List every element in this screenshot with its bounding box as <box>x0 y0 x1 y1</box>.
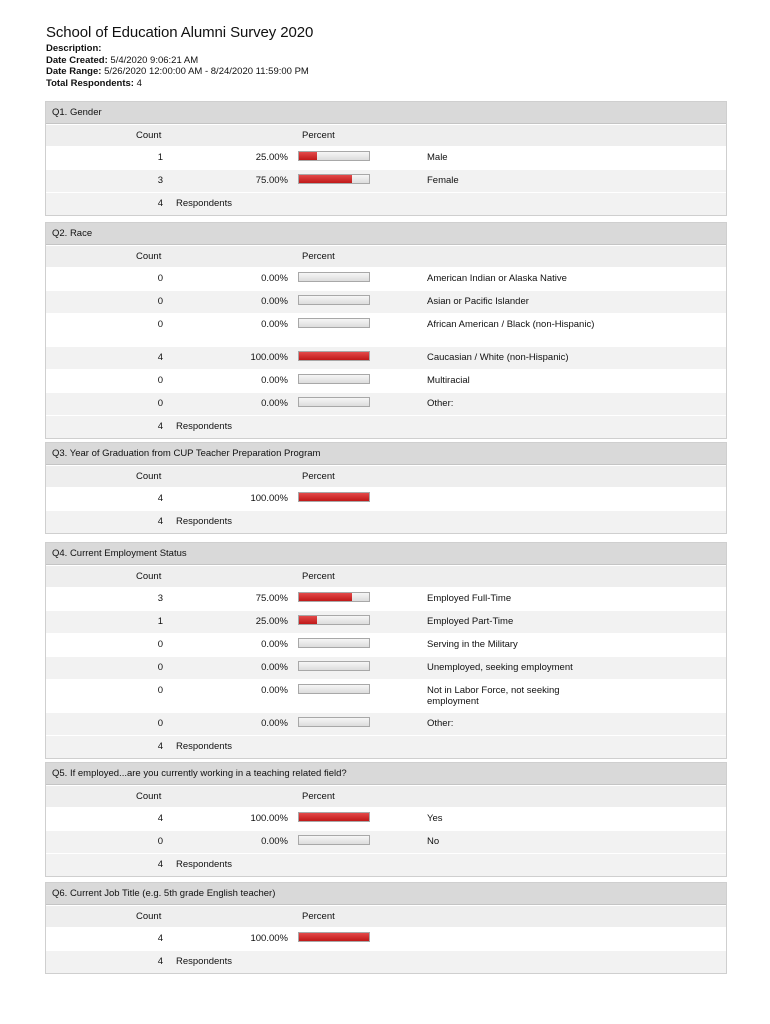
percent-bar <box>298 272 370 282</box>
percent-bar <box>298 684 370 694</box>
question-title: Q3. Year of Graduation from CUP Teacher Preparation Program <box>46 443 726 465</box>
percent-column-header: Percent <box>302 911 335 922</box>
answer-percent: 0.00% <box>261 296 288 307</box>
answer-row <box>46 830 726 853</box>
column-header-row <box>46 905 726 927</box>
answer-count: 4 <box>157 813 163 824</box>
answer-count: 0 <box>157 718 163 729</box>
respondents-label: Respondents <box>176 421 232 432</box>
answer-count: 0 <box>157 685 163 696</box>
total-respondents-label: Total Respondents: <box>46 77 134 89</box>
report-header <box>46 24 313 89</box>
total-respondents-value: 4 <box>136 77 142 89</box>
respondents-row <box>46 510 726 533</box>
answer-percent: 0.00% <box>261 639 288 650</box>
answer-percent: 25.00% <box>255 152 288 163</box>
question-title: Q6. Current Job Title (e.g. 5th grade English teacher) <box>46 883 726 905</box>
percent-bar <box>298 717 370 727</box>
answer-row <box>46 712 726 735</box>
answer-percent: 0.00% <box>261 319 288 330</box>
answer-count: 0 <box>157 639 163 650</box>
count-column-header: Count <box>136 251 162 262</box>
report-title: School of Education Alumni Survey 2020 <box>46 24 314 41</box>
percent-column-header: Percent <box>302 571 335 582</box>
respondents-row <box>46 950 726 973</box>
answer-row <box>46 313 726 346</box>
answer-percent: 0.00% <box>261 836 288 847</box>
question-table <box>45 101 727 216</box>
column-header-row <box>46 785 726 807</box>
answer-percent: 0.00% <box>261 718 288 729</box>
percent-bar-fill <box>299 813 369 821</box>
answer-row <box>46 290 726 313</box>
date-created-label: Date Created: <box>46 54 108 66</box>
question-table <box>45 542 727 759</box>
answer-label: Employed Full-Time <box>427 593 512 604</box>
answer-count: 0 <box>157 319 163 330</box>
percent-bar-fill <box>299 616 317 624</box>
count-column-header: Count <box>136 130 162 141</box>
percent-bar <box>298 932 370 942</box>
answer-label: Male <box>427 152 448 163</box>
column-header-row <box>46 124 726 146</box>
percent-bar <box>298 592 370 602</box>
answer-count: 3 <box>157 175 163 186</box>
answer-label: American Indian or Alaska Native <box>427 273 567 284</box>
question-title: Q5. If employed...are you currently working in a teaching related field? <box>46 763 726 785</box>
percent-bar-fill <box>299 493 369 501</box>
count-column-header: Count <box>136 911 162 922</box>
respondents-label: Respondents <box>176 198 232 209</box>
percent-bar <box>298 812 370 822</box>
percent-bar <box>298 151 370 161</box>
answer-row <box>46 610 726 633</box>
answer-label: African American / Black (non-Hispanic) <box>427 319 595 330</box>
answer-row <box>46 633 726 656</box>
percent-bar-fill <box>299 352 369 360</box>
answer-row <box>46 487 726 510</box>
respondents-count: 4 <box>157 741 163 752</box>
answer-label: Serving in the Military <box>427 639 518 650</box>
answer-row <box>46 587 726 610</box>
percent-bar-fill <box>299 152 317 160</box>
description-label: Description: <box>46 43 102 54</box>
question-title: Q1. Gender <box>46 102 726 124</box>
answer-count: 0 <box>157 296 163 307</box>
respondents-count: 4 <box>157 198 163 209</box>
percent-column-header: Percent <box>302 791 335 802</box>
answer-label: Caucasian / White (non-Hispanic) <box>427 352 569 363</box>
question-title: Q4. Current Employment Status <box>46 543 726 565</box>
answer-label: Female <box>427 175 459 186</box>
answer-row <box>46 267 726 290</box>
answer-label: Multiracial <box>427 375 470 386</box>
respondents-label: Respondents <box>176 741 232 752</box>
respondents-label: Respondents <box>176 516 232 527</box>
count-column-header: Count <box>136 571 162 582</box>
answer-label: Yes <box>427 813 443 824</box>
percent-column-header: Percent <box>302 251 335 262</box>
question-table <box>45 442 727 534</box>
percent-bar-fill <box>299 175 352 183</box>
answer-percent: 0.00% <box>261 375 288 386</box>
date-range-value: 5/26/2020 12:00:00 AM - 8/24/2020 11:59:00 PM <box>104 66 309 77</box>
answer-count: 1 <box>157 152 163 163</box>
answer-count: 0 <box>157 662 163 673</box>
answer-percent: 100.00% <box>250 813 288 824</box>
respondents-count: 4 <box>157 516 163 527</box>
percent-bar <box>298 374 370 384</box>
answer-percent: 25.00% <box>255 616 288 627</box>
percent-bar-fill <box>299 933 369 941</box>
percent-bar <box>298 835 370 845</box>
respondents-row <box>46 192 726 215</box>
percent-bar <box>298 295 370 305</box>
percent-bar <box>298 661 370 671</box>
answer-label: No <box>427 836 440 847</box>
answer-percent: 100.00% <box>250 933 288 944</box>
answer-row <box>46 346 726 369</box>
question-table <box>45 762 727 877</box>
answer-percent: 75.00% <box>255 175 288 186</box>
answer-row <box>46 169 726 192</box>
respondents-count: 4 <box>157 956 163 967</box>
answer-label: Not in Labor Force, not seeking employment <box>427 685 560 707</box>
question-title: Q2. Race <box>46 223 726 245</box>
respondents-row <box>46 853 726 876</box>
answer-label: Other: <box>427 398 454 409</box>
respondents-count: 4 <box>157 859 163 870</box>
answer-percent: 0.00% <box>261 662 288 673</box>
date-created-value: 5/4/2020 9:06:21 AM <box>110 54 199 66</box>
answer-count: 0 <box>157 836 163 847</box>
percent-bar <box>298 351 370 361</box>
answer-percent: 0.00% <box>261 398 288 409</box>
answer-percent: 75.00% <box>255 593 288 604</box>
answer-count: 1 <box>157 616 163 627</box>
answer-count: 0 <box>157 398 163 409</box>
count-column-header: Count <box>136 791 162 802</box>
answer-count: 0 <box>157 375 163 386</box>
answer-count: 0 <box>157 273 163 284</box>
percent-bar <box>298 397 370 407</box>
answer-row <box>46 392 726 415</box>
percent-bar <box>298 492 370 502</box>
answer-label: Other: <box>427 718 454 729</box>
answer-row <box>46 807 726 830</box>
percent-bar <box>298 318 370 328</box>
question-table <box>45 882 727 974</box>
answer-count: 4 <box>157 352 163 363</box>
answer-label: Unemployed, seeking employment <box>427 662 573 673</box>
percent-column-header: Percent <box>302 471 335 482</box>
answer-count: 3 <box>157 593 163 604</box>
percent-column-header: Percent <box>302 130 335 141</box>
percent-bar <box>298 615 370 625</box>
count-column-header: Count <box>136 471 162 482</box>
question-table <box>45 222 727 439</box>
column-header-row <box>46 565 726 587</box>
answer-percent: 100.00% <box>250 493 288 504</box>
percent-bar <box>298 638 370 648</box>
report-meta <box>46 43 313 89</box>
respondents-row <box>46 415 726 438</box>
respondents-label: Respondents <box>176 956 232 967</box>
answer-label: Employed Part-Time <box>427 616 514 627</box>
answer-count: 4 <box>157 933 163 944</box>
answer-label: Asian or Pacific Islander <box>427 296 529 307</box>
date-range-label: Date Range: <box>46 66 102 77</box>
answer-count: 4 <box>157 493 163 504</box>
answer-percent: 0.00% <box>261 685 288 696</box>
respondents-row <box>46 735 726 758</box>
column-header-row <box>46 465 726 487</box>
answer-percent: 0.00% <box>261 273 288 284</box>
answer-row <box>46 656 726 679</box>
percent-bar-fill <box>299 593 352 601</box>
answer-row <box>46 146 726 169</box>
column-header-row <box>46 245 726 267</box>
answer-row <box>46 927 726 950</box>
percent-bar <box>298 174 370 184</box>
answer-percent: 100.00% <box>250 352 288 363</box>
respondents-count: 4 <box>157 421 163 432</box>
respondents-label: Respondents <box>176 859 232 870</box>
answer-row <box>46 679 726 712</box>
answer-row <box>46 369 726 392</box>
